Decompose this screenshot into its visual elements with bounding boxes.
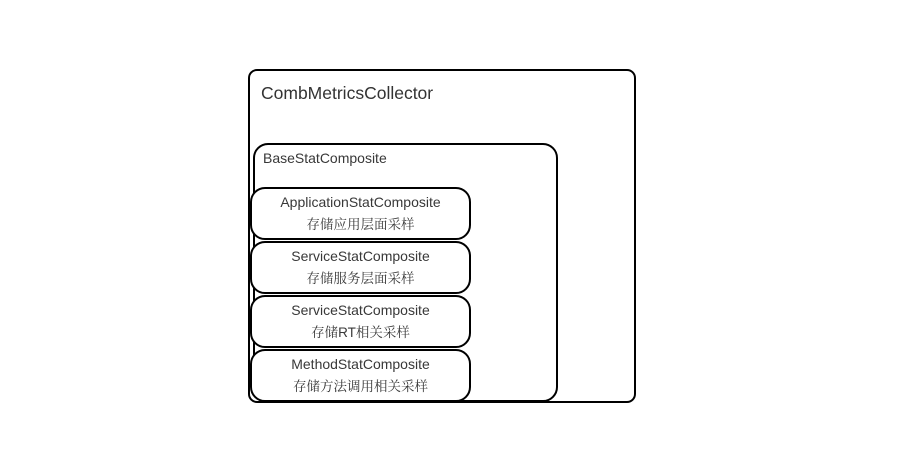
node-title: ApplicationStatComposite [280,194,441,210]
node-service-stat-composite-rt [250,295,471,348]
node-subtitle: 存储RT相关采样 [311,325,410,340]
node-base-stat-composite-label: BaseStatComposite [263,150,387,166]
node-title: MethodStatComposite [291,356,430,372]
node-subtitle: 存储方法调用相关采样 [293,379,428,394]
node-service-stat-composite-service [250,241,471,294]
node-subtitle: 存储服务层面采样 [306,271,415,286]
node-title: ServiceStatComposite [291,302,430,318]
node-method-stat-composite [250,349,471,402]
node-subtitle: 存储应用层面采样 [306,217,415,232]
node-comb-metrics-collector-label: CombMetricsCollector [261,83,434,103]
node-title: ServiceStatComposite [291,248,430,264]
node-application-stat-composite [250,187,471,240]
